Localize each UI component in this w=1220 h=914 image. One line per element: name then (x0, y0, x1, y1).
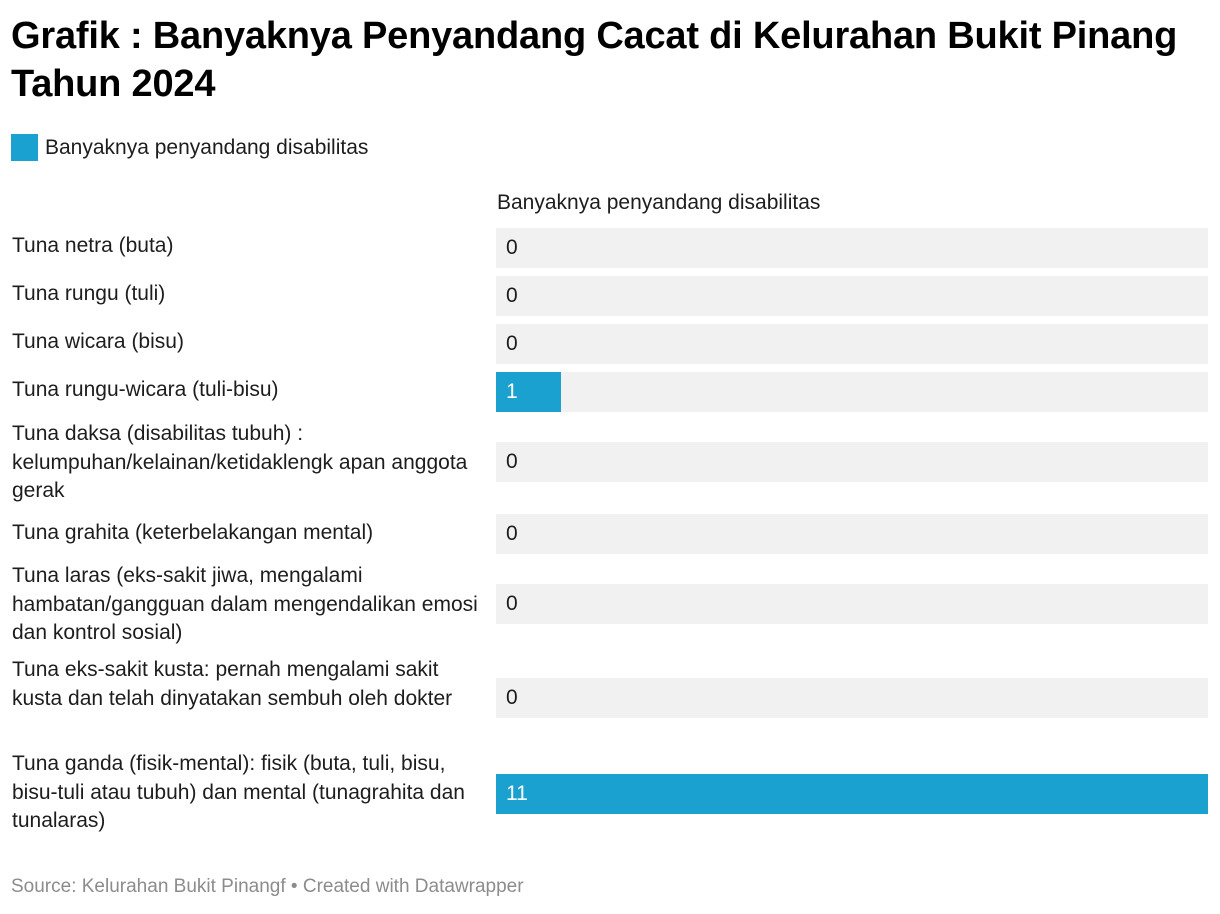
bar-value-label: 0 (506, 284, 518, 307)
legend-label: Banyaknya penyandang disabilitas (45, 135, 369, 159)
bar-value-label: 0 (506, 236, 518, 259)
column-header: Banyaknya penyandang disabilitas (497, 191, 821, 214)
category-label: Tuna netra (buta) (12, 234, 174, 257)
bar-track (496, 276, 1208, 316)
bar-value-label: 0 (506, 522, 518, 545)
category-label: Tuna daksa (disabilitas tubuh) : kelumpuhan/kelainan/ketidaklengk apan anggota gerak (12, 422, 468, 502)
bar-value-label: 0 (506, 686, 518, 709)
bar-value-label: 0 (506, 450, 518, 473)
category-label: Tuna laras (eks-sakit jiwa, mengalami hambatan/gangguan dalam mengendalikan emosi dan kontrol sosial) (12, 564, 478, 644)
bar-track (496, 774, 1208, 814)
category-label: Tuna wicara (bisu) (12, 330, 184, 353)
footer-source: Source: Kelurahan Bukit Pinangf (11, 876, 286, 897)
bar (496, 774, 1208, 814)
bar-track (496, 372, 1208, 412)
category-label: Tuna grahita (keterbelakangan mental) (12, 521, 374, 544)
bar-value-label: 11 (506, 782, 528, 805)
footer-separator: • (285, 876, 303, 897)
category-label: Tuna eks-sakit kusta: pernah mengalami sakit kusta dan telah dinyatakan sembuh oleh dokter (12, 658, 453, 710)
bar-track (496, 678, 1208, 718)
chart-title: Grafik : Banyaknya Penyandang Cacat di Kelurahan Bukit Pinang Tahun 2024 (11, 15, 1178, 105)
bar-track (496, 514, 1208, 554)
bar-value-label: 1 (506, 380, 518, 403)
bar-track (496, 584, 1208, 624)
bar-value-label: 0 (506, 592, 518, 615)
category-label: Tuna rungu (tuli) (12, 282, 166, 305)
bar-track (496, 228, 1208, 268)
bar-track (496, 442, 1208, 482)
bar-value-label: 0 (506, 332, 518, 355)
category-label: Tuna rungu-wicara (tuli-bisu) (12, 378, 279, 401)
legend (11, 134, 368, 161)
bar-track (496, 324, 1208, 364)
datawrapper-credit-link[interactable]: Created with Datawrapper (302, 876, 524, 897)
category-label: Tuna ganda (fisik-mental): fisik (buta, tuli, bisu, bisu-tuli atau tubuh) dan mental (tunagrahita dan tunalaras) (12, 752, 465, 832)
legend-swatch (11, 134, 38, 161)
footer (11, 876, 524, 898)
